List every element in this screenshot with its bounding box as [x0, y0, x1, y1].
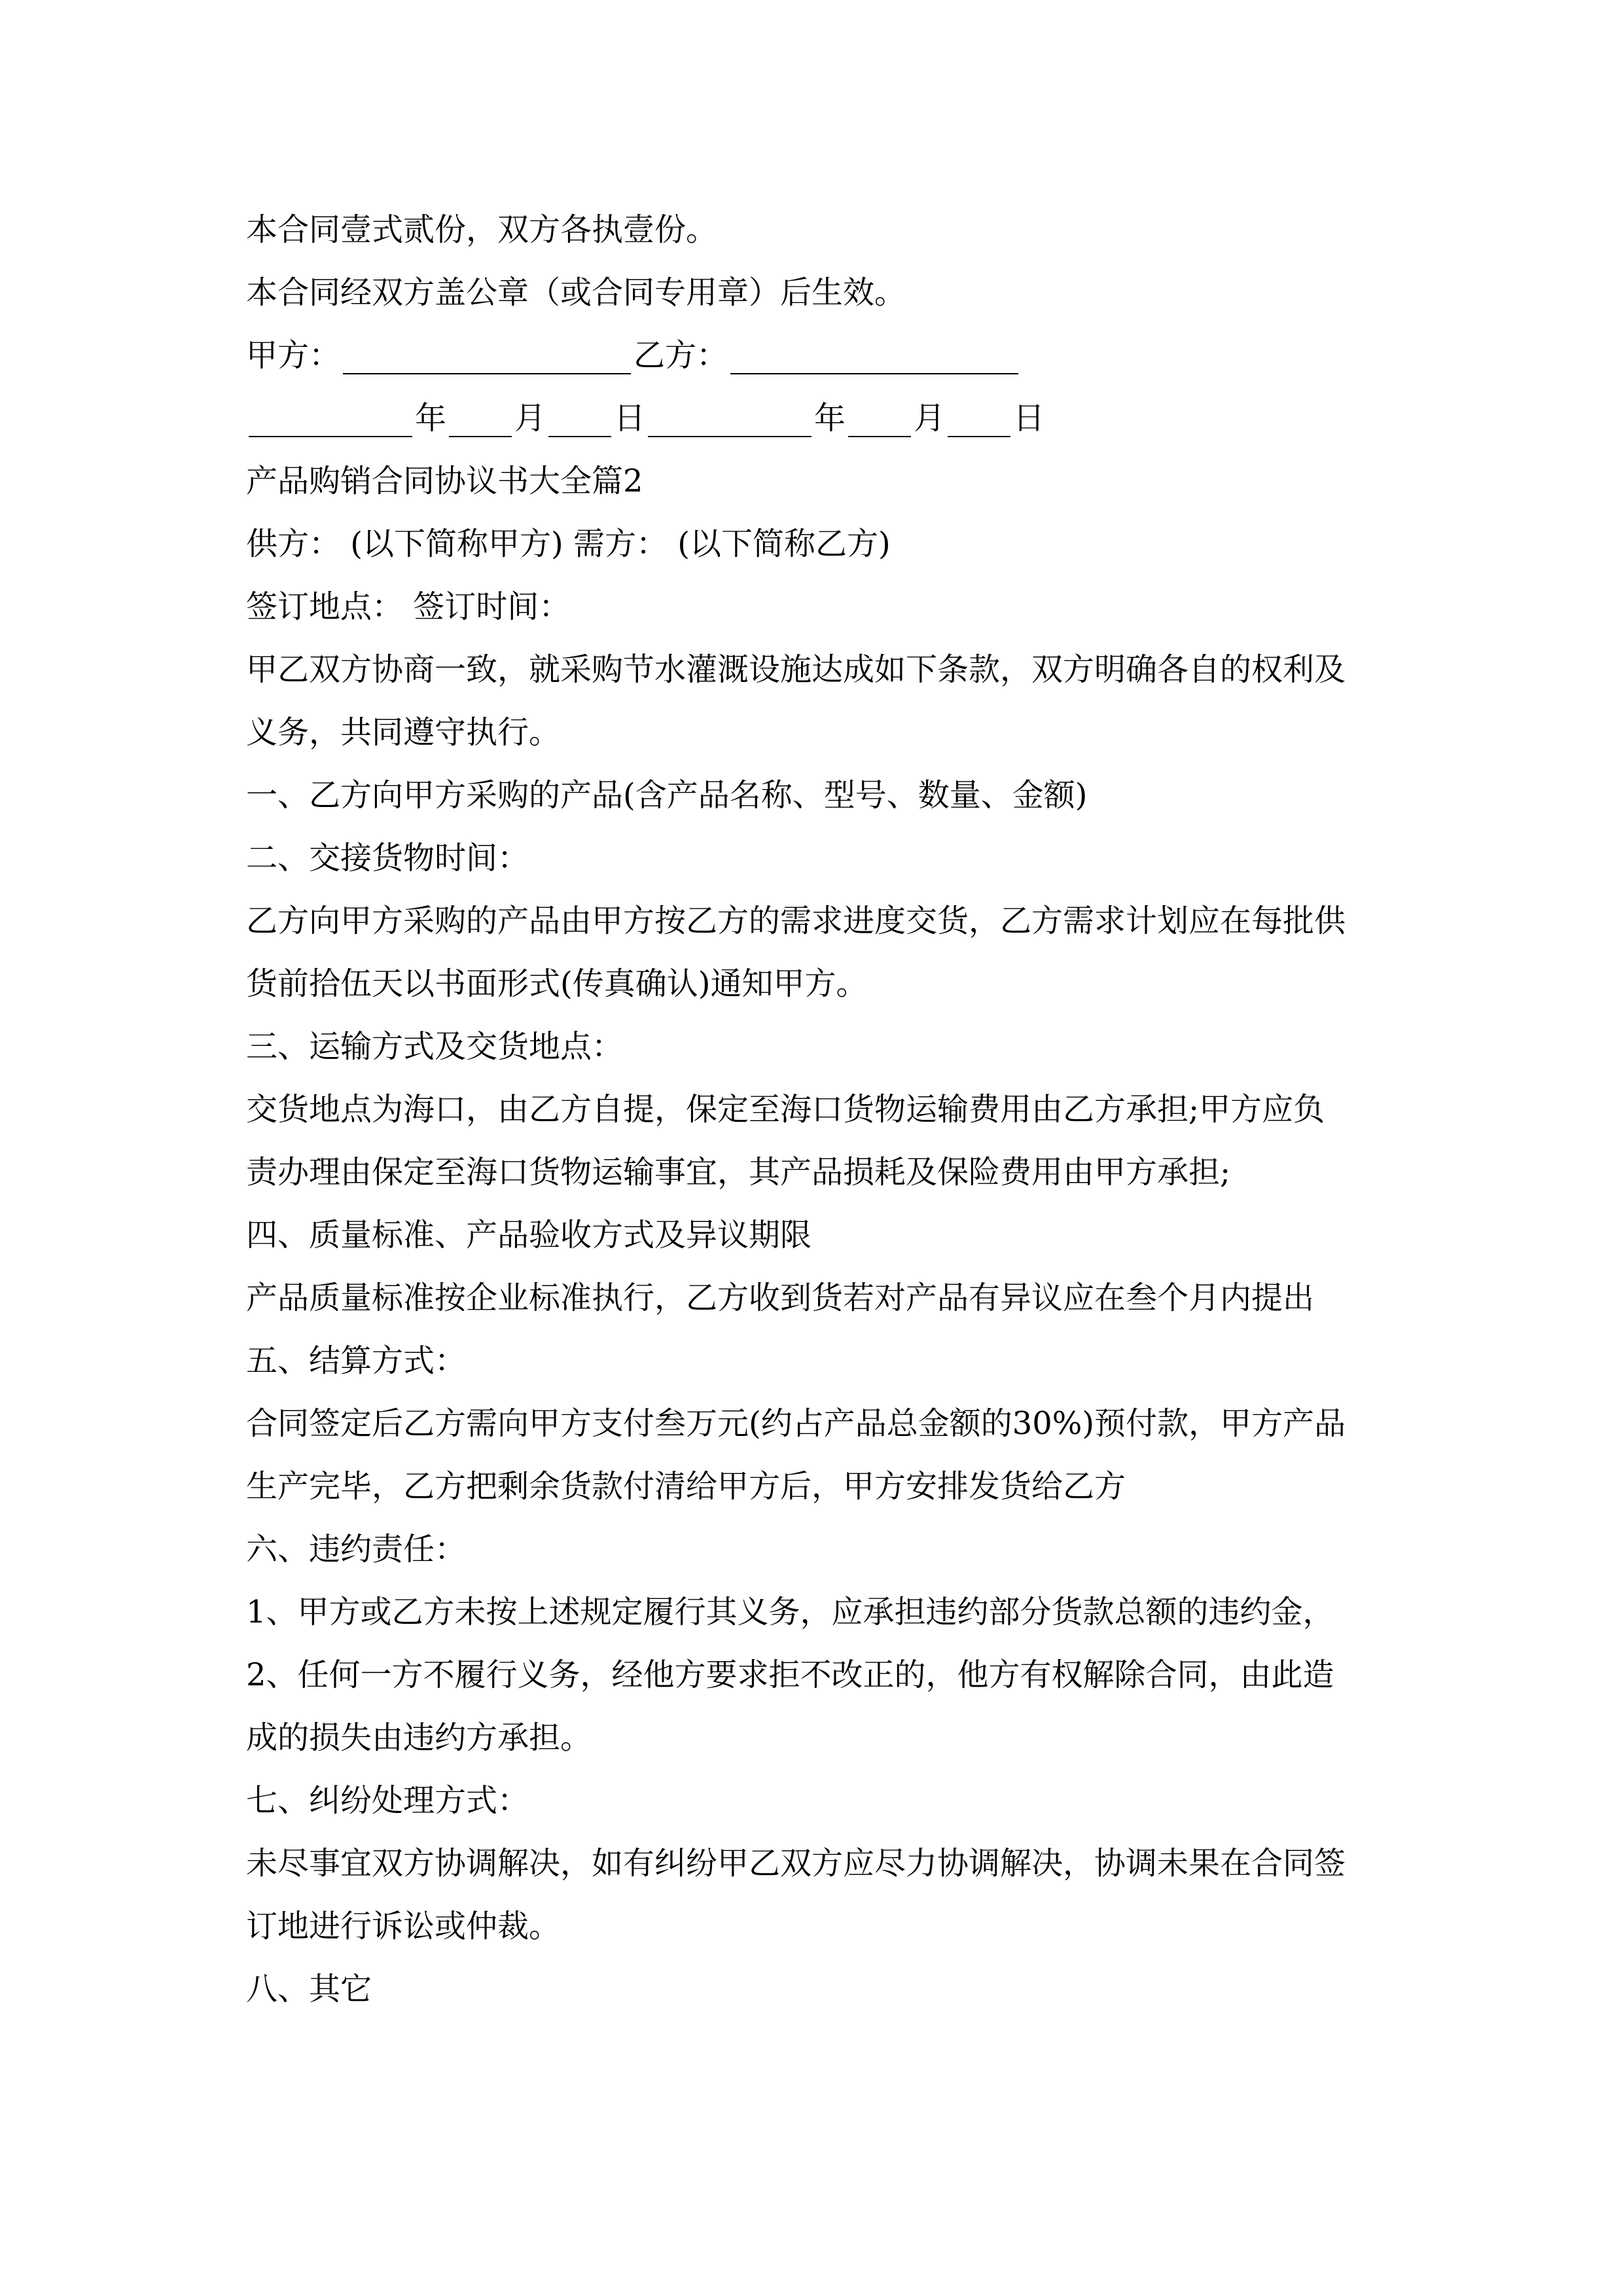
paragraph-line: 合同签定后乙方需向甲方支付叁万元(约占产品总金额的30%)预付款，甲方产品 [246, 1405, 1346, 1442]
contract-body [246, 198, 1385, 2020]
month-label: 月 [514, 400, 546, 437]
effective-clause: 本合同经双方盖公章（或合同专用章）后生效。 [246, 274, 906, 311]
party-b-day-blank [948, 399, 1010, 437]
party-a-year-blank [249, 399, 412, 437]
paragraph-line: 甲乙双方协商一致，就采购节水灌溉设施达成如下条款，双方明确各自的权利及 [246, 651, 1346, 688]
clause-heading: 六、违约责任： [246, 1531, 467, 1568]
party-a-month-blank [449, 399, 512, 437]
clause-heading: 一、乙方向甲方采购的产品(含产品名称、型号、数量、金额) [246, 777, 1088, 814]
paragraph-line: 生产完毕，乙方把剩余货款付清给甲方后，甲方安排发货给乙方 [246, 1468, 1126, 1505]
year-label: 年 [814, 400, 846, 437]
day-label: 日 [614, 400, 646, 437]
party-b-month-blank [848, 399, 911, 437]
copies-clause: 本合同壹式贰份，双方各执壹份。 [246, 211, 718, 248]
party-b-label: 乙方： [633, 337, 728, 374]
paragraph-line: 成的损失由违约方承担。 [246, 1719, 592, 1756]
paragraph-line: 交货地点为海口，由乙方自提，保定至海口货物运输费用由乙方承担;甲方应负 [246, 1091, 1325, 1128]
clause-heading: 五、结算方式： [246, 1342, 467, 1379]
year-label: 年 [415, 400, 447, 437]
paragraph-line: 义务，共同遵守执行。 [246, 714, 561, 751]
month-label: 月 [914, 400, 946, 437]
clause-heading: 八、其它 [246, 1971, 372, 2007]
section-title: 产品购销合同协议书大全篇2 [246, 463, 643, 499]
place-time-line: 签订地点： 签订时间： [246, 588, 571, 625]
parties-line: 供方： (以下简称甲方) 需方： (以下简称乙方) [246, 526, 891, 562]
paragraph-line: 货前拾伍天以书面形式(传真确认)通知甲方。 [246, 965, 868, 1002]
clause-heading: 三、运输方式及交货地点： [246, 1028, 624, 1065]
clause-heading: 四、质量标准、产品验收方式及异议期限 [246, 1217, 812, 1253]
paragraph-line: 订地进行诉讼或仲裁。 [246, 1908, 561, 1945]
day-label: 日 [1013, 400, 1045, 437]
paragraph-line: 产品质量标准按企业标准执行，乙方收到货若对产品有异议应在叁个月内提出 [246, 1280, 1315, 1316]
paragraph-line: 责办理由保定至海口货物运输事宜，其产品损耗及保险费用由甲方承担; [246, 1154, 1231, 1191]
paragraph-line: 未尽事宜双方协调解决，如有纠纷甲乙双方应尽力协调解决，协调未果在合同签 [246, 1845, 1346, 1882]
party-signature-line [246, 324, 1385, 387]
clause-heading: 七、纠纷处理方式： [246, 1782, 529, 1819]
paragraph-line: 2、任何一方不履行义务，经他方要求拒不改正的，他方有权解除合同，由此造 [246, 1657, 1334, 1693]
date-signature-line [246, 387, 1385, 450]
party-a-day-blank [548, 399, 611, 437]
paragraph-line: 1、甲方或乙方未按上述规定履行其义务，应承担违约部分货款总额的违约金， [246, 1594, 1334, 1630]
clause-heading: 二、交接货物时间： [246, 840, 529, 876]
party-b-blank [730, 336, 1018, 374]
party-b-year-blank [648, 399, 812, 437]
paragraph-line: 乙方向甲方采购的产品由甲方按乙方的需求进度交货，乙方需求计划应在每批供 [246, 903, 1346, 939]
party-a-blank [343, 336, 631, 374]
party-a-label: 甲方： [246, 337, 341, 374]
